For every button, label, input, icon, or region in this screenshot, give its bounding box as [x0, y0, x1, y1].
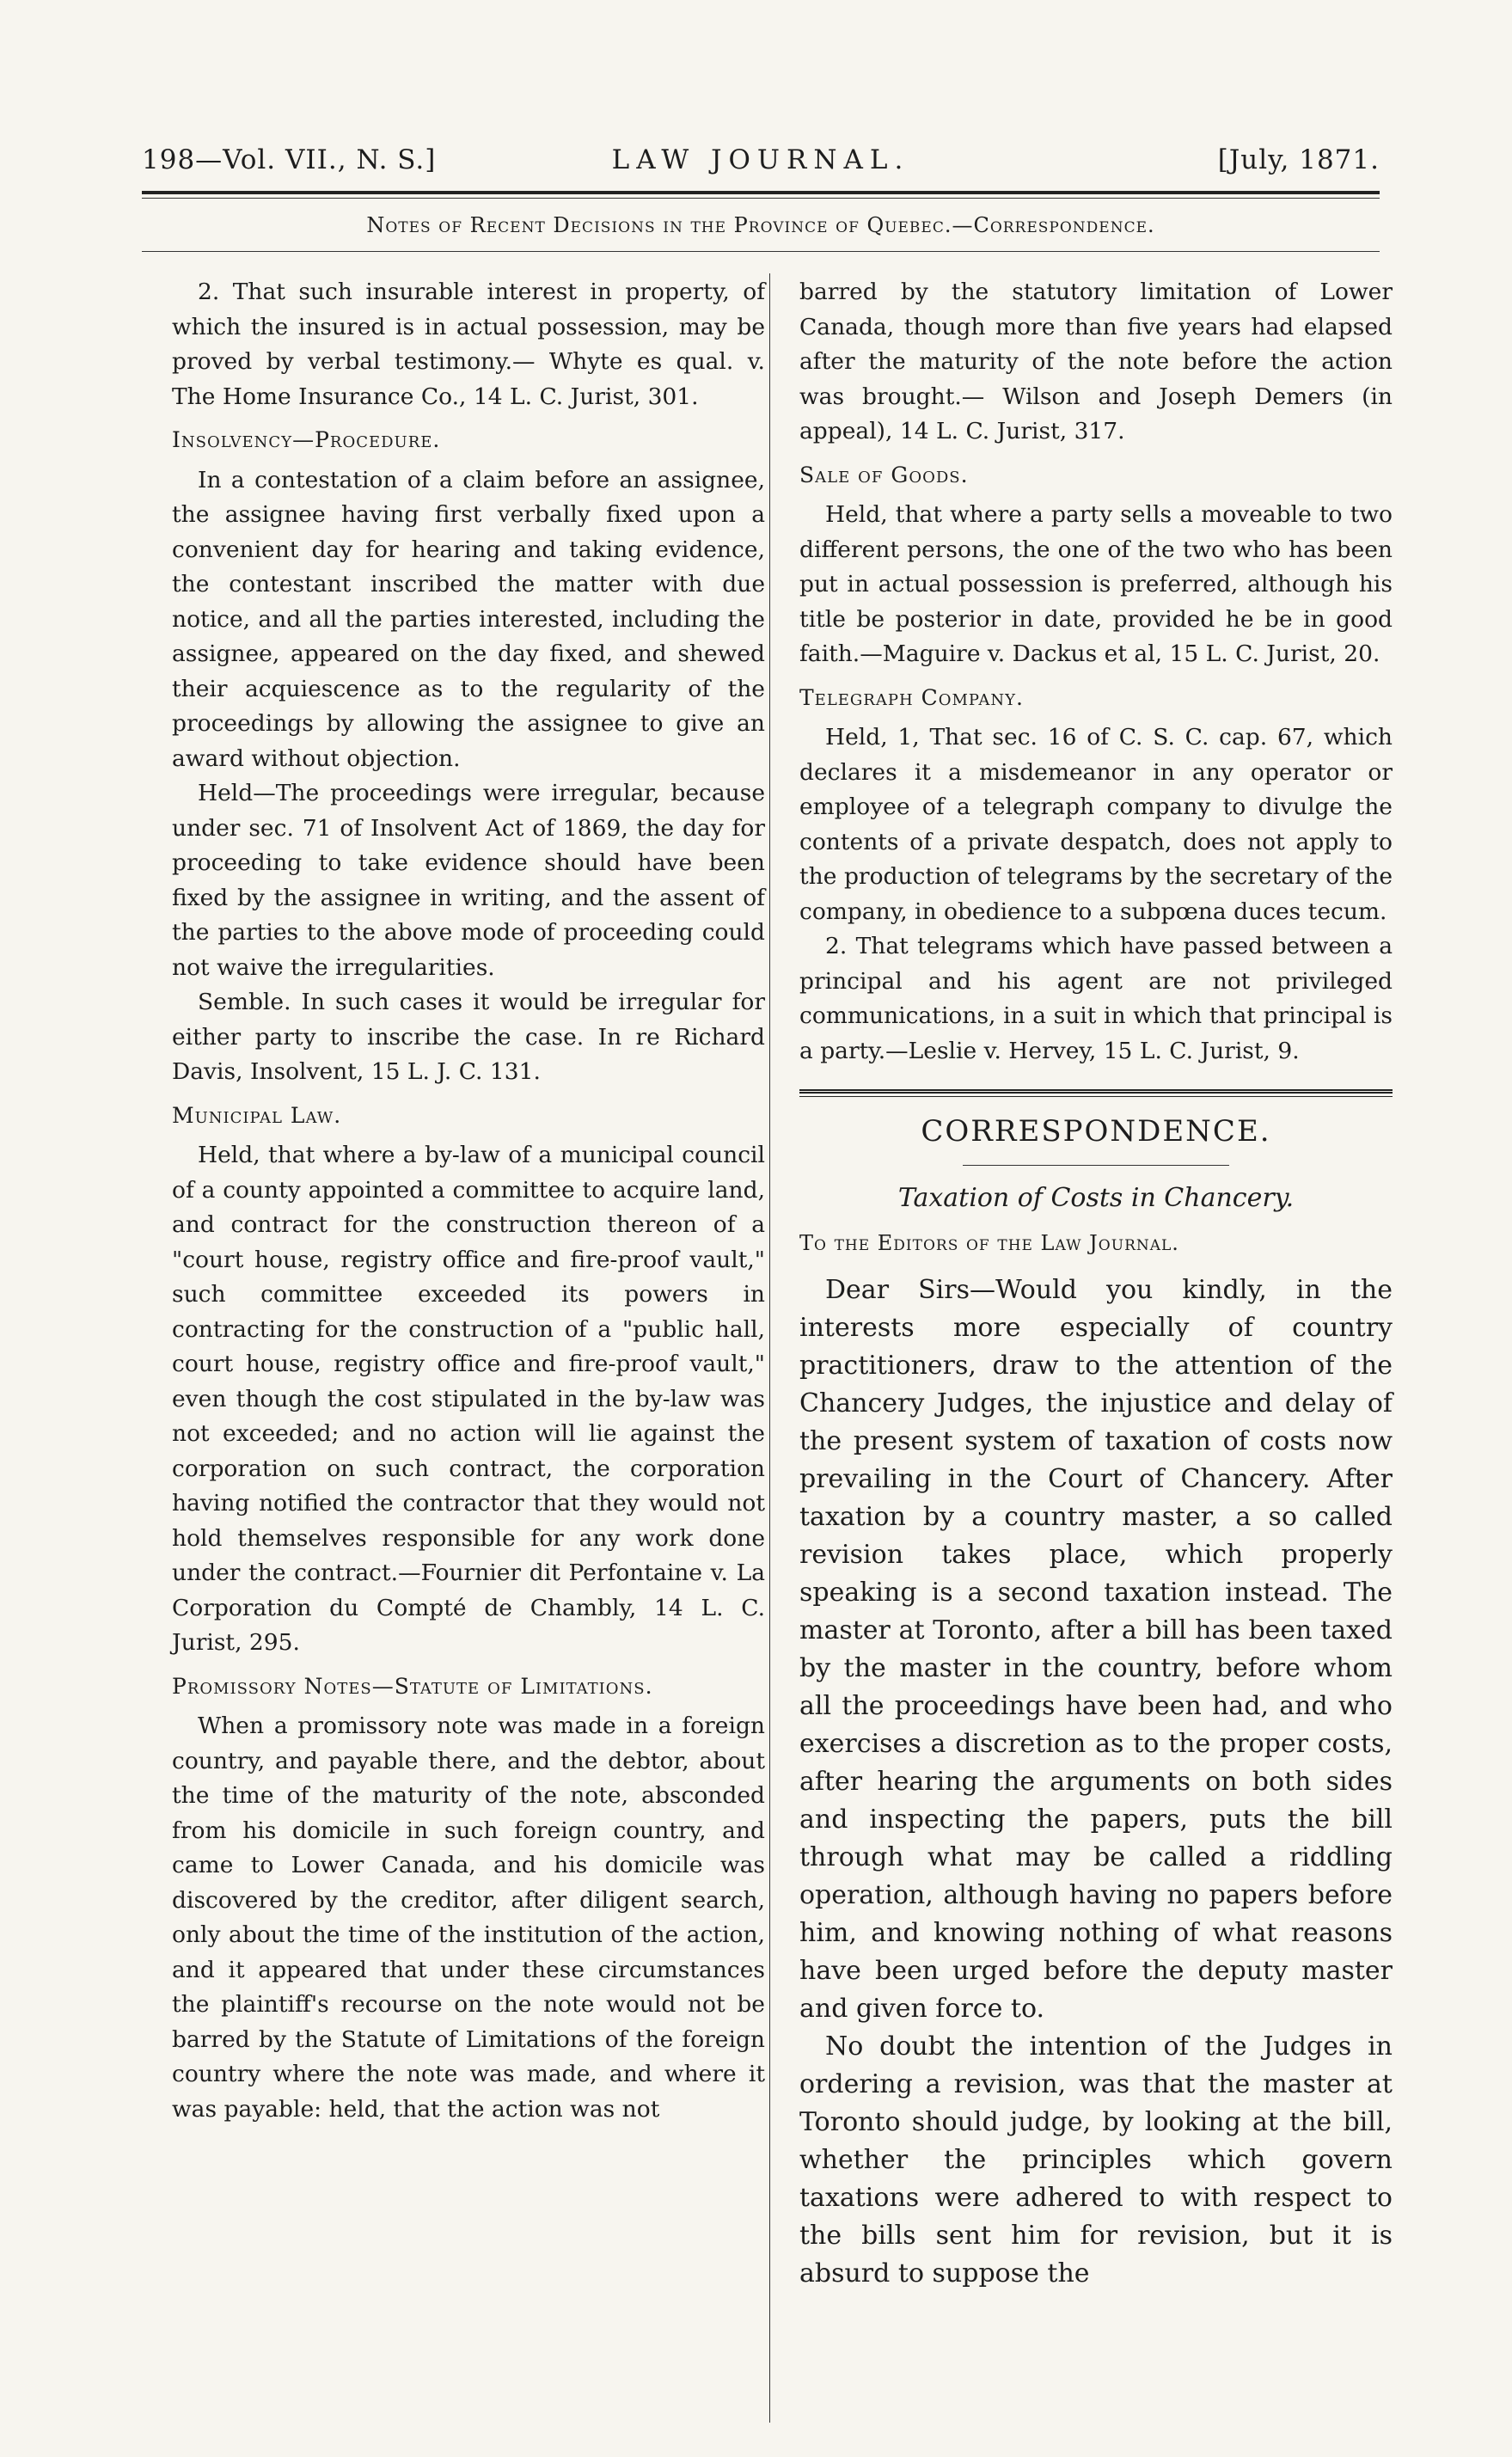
heading-insolvency: Insolvency—Procedure.: [172, 427, 441, 452]
paragraph: Held, 1, That sec. 16 of C. S. C. cap. 67, which declares it a misdemeanor in any operator or employee of a telegraph company to divulge the contents of a private despatch, does not apply to the production of telegrams by the secretary of the company, in obedience to a subpœna duces tecum.: [799, 724, 1393, 925]
heading-promissory-notes: Promissory Notes—Statute of Limitations.: [172, 1673, 653, 1699]
paragraph: barred by the statutory limitation of Lower Canada, though more than five years had elapsed after the maturity of the note before the action was brought.— Wilson and Joseph Demers (in appeal), 14 L. C. Jurist, 317.: [799, 279, 1393, 444]
paragraph: Held, that where a by-law of a municipal council of a county appointed a committee to acquire land, and contract for the construction thereon of a "court house, registry office and fire-proof vault," such committee exceeded its powers in contracting for the construction of a "public hall, court house, registry office and fire-proof vault," even though the cost stipulated in the by-law was not exceeded; and no action will lie against the corporation on such contract, the corporation having notified the contractor that they would not hold themselves responsible for any work done under the contract.—Fournier dit Perfontaine v. La Corporation du Compté de Chambly, 14 L. C. Jurist, 295.: [172, 1142, 765, 1656]
header-rule-thin: [142, 198, 1380, 199]
issue-date: [July, 1871.: [1217, 144, 1380, 175]
paragraph: No doubt the intention of the Judges in ordering a revision, was that the master at Toronto should judge, by looking at the bill, whether the principles which govern taxations were adhered to with respect to the bills sent him for revision, but it is absurd to suppose the: [799, 2031, 1393, 2289]
paragraph: Dear Sirs—Would you kindly, in the interests more especially of country practitioners, draw to the attention of the Chancery Judges, the injustice and delay of the present system of taxation of costs now prevailing in the Court of Chancery. After taxation by a country master, a so called revision takes place, which properly speaking is a second taxation instead. The master at Toronto, after a bill has been taxed by the master in the country, before whom all the proceedings have been had, and who exercises a discretion as to the proper costs, after hearing the arguments on both sides and inspecting the papers, puts the bill through what may be called a riddling operation, although having no papers before him, and knowing nothing of what reasons have been urged before the deputy master and given force to.: [799, 1274, 1393, 2024]
column-divider: [769, 273, 770, 2423]
article-title: Taxation of Costs in Chancery.: [897, 1182, 1295, 1213]
paragraph: Held—The proceedings were irregular, because under sec. 71 of Insolvent Act of 1869, the day for proceeding to take evidence should have been fixed by the assignee in writing, and the assent of the parties to the above mode of proceeding could not waive the irregularities.: [172, 780, 765, 981]
addressee-line: To the Editors of the Law Journal.: [799, 1231, 1179, 1255]
title-rule: [963, 1165, 1230, 1166]
correspondence-title: CORRESPONDENCE.: [921, 1114, 1271, 1149]
subheader-rule: [142, 251, 1380, 252]
section-subheader: Notes of Recent Decisions in the Province of Quebec.—Correspondence.: [366, 213, 1155, 237]
heading-telegraph-company: Telegraph Company.: [799, 684, 1024, 710]
page-number-volume: 198—Vol. VII., N. S.]: [142, 144, 437, 175]
letter-body: [799, 1271, 1393, 2293]
header-rule-thick: [142, 191, 1380, 194]
paragraph: 2. That such insurable interest in property, of which the insured is in actual possession, may be proved by verbal testimony.— Whyte es qual. v. The Home Insurance Co., 14 L. C. Jurist, 301.: [172, 279, 765, 410]
heading-municipal-law: Municipal Law.: [172, 1102, 342, 1128]
heading-sale-of-goods: Sale of Goods.: [799, 462, 969, 487]
paragraph: In a contestation of a claim before an assignee, the assignee having first verbally fixed upon a convenient day for hearing and taking evidence, the contestant inscribed the matter with due notice, and all the parties interested, including the assignee, appeared on the day fixed, and shewed their acquiescence as to the regularity of the proceedings by allowing the assignee to give an award without objection.: [172, 466, 765, 772]
left-column: [172, 275, 765, 2127]
paragraph: Held, that where a party sells a moveable to two different persons, the one of the two who has been put in actual possession is preferred, although his title be posterior in date, provided he be in good faith.—Maguire v. Dackus et al, 15 L. C. Jurist, 20.: [799, 501, 1393, 667]
section-rule: [799, 1089, 1393, 1097]
paragraph: 2. That telegrams which have passed between a principal and his agent are not privileged communications, in a suit in which that principal is a party.—Leslie v. Hervey, 15 L. C. Jurist, 9.: [799, 933, 1393, 1064]
paragraph: When a promissory note was made in a foreign country, and payable there, and the debtor, about the time of the maturity of the note, absconded from his domicile in such foreign country, and came to Lower Canada, and his domicile was discovered by the creditor, after diligent search, only about the time of the institution of the action, and it appeared that under these circumstances the plaintiff's recourse on the note would not be barred by the Statute of Limitations of the foreign country where the note was made, and where it was payable: held, that the action was not: [172, 1713, 765, 2123]
paragraph: Semble. In such cases it would be irregular for either party to inscribe the case. In re Richard Davis, Insolvent, 15 L. J. C. 131.: [172, 989, 765, 1085]
running-header: [142, 144, 1380, 179]
right-column: [799, 275, 1393, 2293]
journal-title: LAW JOURNAL.: [611, 144, 910, 175]
